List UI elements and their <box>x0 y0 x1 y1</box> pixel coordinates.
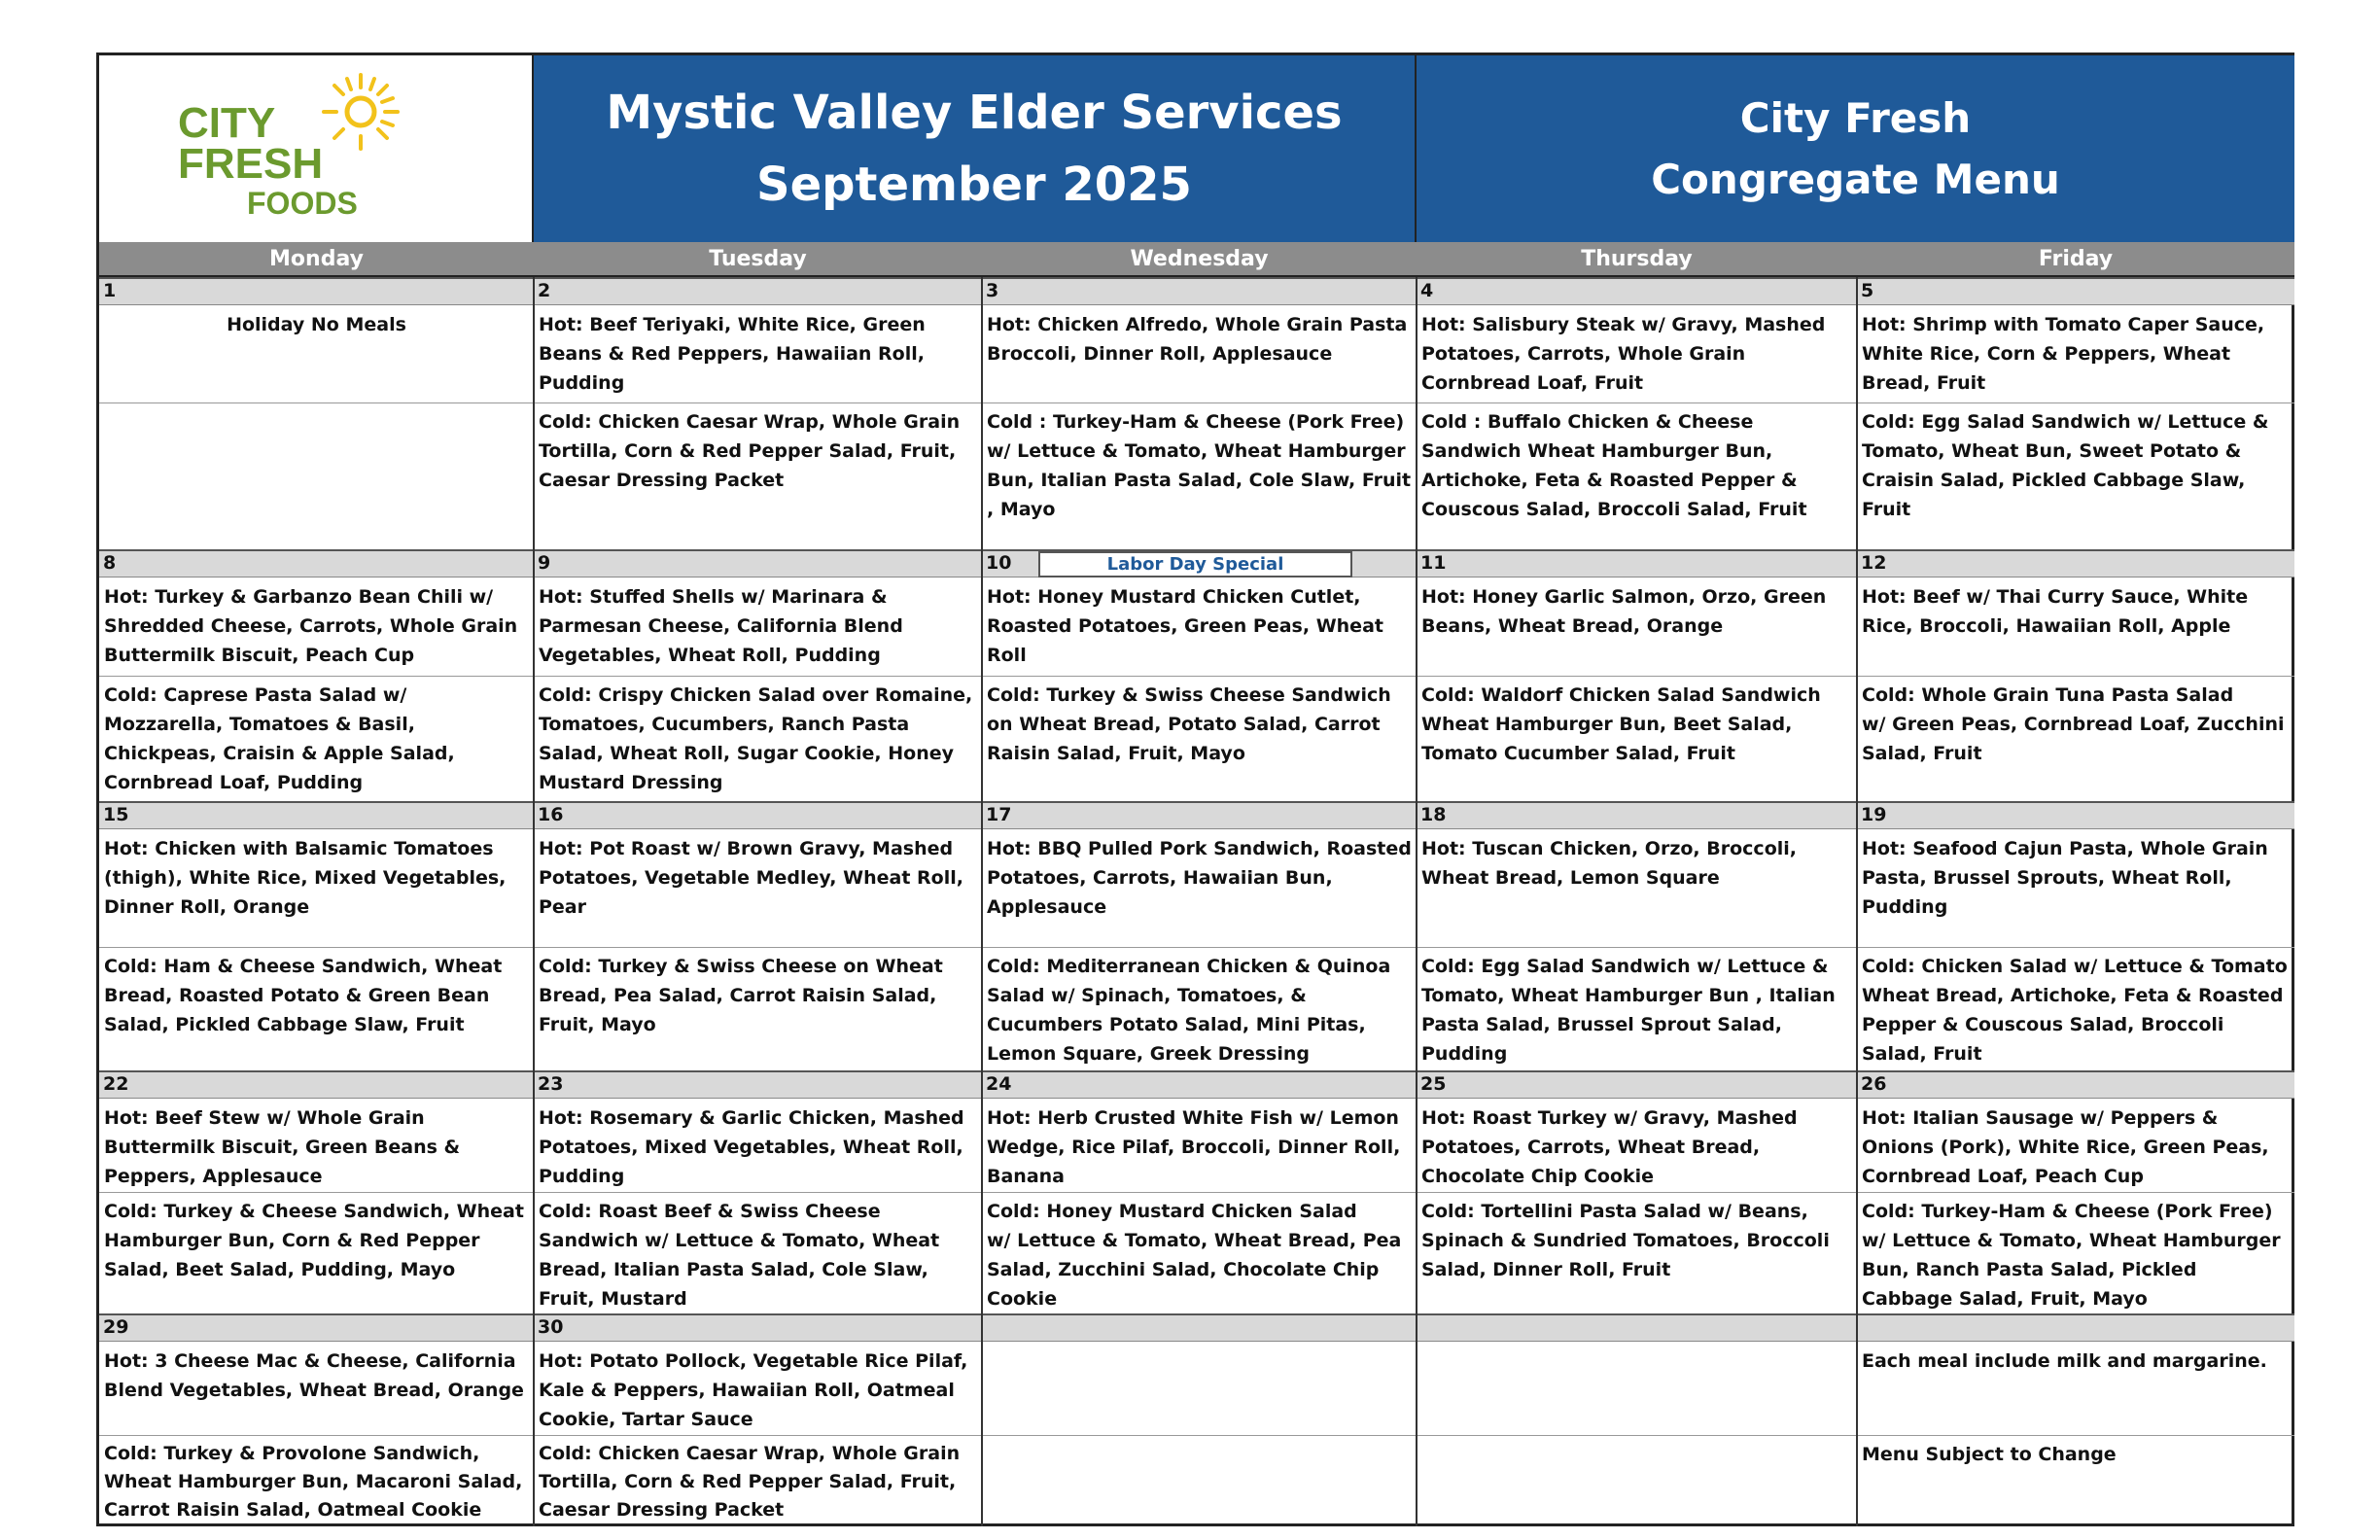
column-divider <box>981 277 983 1526</box>
cold-meal-cell <box>1417 1436 1857 1526</box>
date-number: 2 <box>538 280 551 301</box>
cold-meal-cell: Cold: Honey Mustard Chicken Salad w/ Lettuce & Tomato, Wheat Bread, Pea Salad, Zucchini Salad, Chocolate Chip Cookie <box>987 1201 1402 1310</box>
hot-meal-cell: Hot: Honey Garlic Salmon, Orzo, Green Beans, Wheat Bread, Orange <box>1421 586 1827 637</box>
cold-meal-cell: Cold: Tortellini Pasta Salad w/ Beans, Spinach & Sundried Tomatoes, Broccoli Salad, Dinner Roll, Fruit <box>1421 1201 1830 1280</box>
cold-meal-cell: Cold: Chicken Caesar Wrap, Whole Grain Tortilla, Corn & Red Pepper Salad, Fruit, Caesar Dressing Packet <box>539 411 961 491</box>
cold-meal-cell: Cold: Chicken Salad w/ Lettuce & Tomato Wheat Bread, Artichoke, Feta & Roasted Pepper & Couscous Salad, Broccoli Salad, Fruit <box>1862 956 2288 1065</box>
brand-title: City Fresh <box>1739 94 1972 142</box>
date-number: 11 <box>1420 552 1447 574</box>
hot-meal-cell: Hot: Chicken with Balsamic Tomatoes (thigh), White Rice, Mixed Vegetables, Dinner Roll, Orange <box>104 838 507 918</box>
city-fresh-logo <box>99 55 534 242</box>
day-header-friday: Friday <box>1857 242 2294 277</box>
menu-sheet <box>96 52 2294 1526</box>
hot-meal-cell: Hot: Seafood Cajun Pasta, Whole Grain Pasta, Brussel Sprouts, Wheat Roll, Pudding <box>1862 838 2268 918</box>
day-header-monday: Monday <box>99 242 534 277</box>
header-menu-panel <box>1417 55 2294 242</box>
date-row <box>99 277 2294 305</box>
hot-meal-cell: Hot: Chicken Alfredo, Whole Grain Pasta Broccoli, Dinner Roll, Applesauce <box>987 314 1408 365</box>
labor-day-special-badge: Labor Day Special <box>1038 551 1352 578</box>
cold-meal-cell: Cold: Ham & Cheese Sandwich, Wheat Bread, Roasted Potato & Green Bean Salad, Pickled Cabbage Slaw, Fruit <box>104 956 503 1035</box>
month-title: September 2025 <box>756 158 1192 212</box>
hot-meal-cell: Hot: Italian Sausage w/ Peppers & Onions (Pork), White Rice, Green Peas, Cornbread Loaf, Peach Cup <box>1862 1107 2269 1187</box>
date-number: 22 <box>103 1073 129 1095</box>
cold-meal-cell: Cold: Turkey & Provolone Sandwich, Wheat Hamburger Bun, Macaroni Salad, Carrot Raisin Salad, Oatmeal Cookie <box>104 1443 523 1521</box>
hot-meal-cell: Hot: Rosemary & Garlic Chicken, Mashed Potatoes, Mixed Vegetables, Wheat Roll, Pudding <box>539 1107 964 1187</box>
date-number: 29 <box>103 1316 129 1338</box>
logo-city-text: CITY <box>178 99 276 147</box>
day-header-wednesday: Wednesday <box>982 242 1417 277</box>
column-divider <box>1416 277 1418 1526</box>
date-number: 4 <box>1420 280 1434 301</box>
date-number: 9 <box>538 552 551 574</box>
hot-meal-cell: Hot: Honey Mustard Chicken Cutlet, Roasted Potatoes, Green Peas, Wheat Roll <box>987 586 1383 666</box>
date-number: 15 <box>103 804 129 825</box>
date-number: 24 <box>986 1073 1012 1095</box>
cold-meal-cell: Cold: Waldorf Chicken Salad Sandwich Wheat Hamburger Bun, Beet Salad, Tomato Cucumber Salad, Fruit <box>1421 684 1821 764</box>
column-divider <box>1856 277 1858 1526</box>
date-number: 8 <box>103 552 117 574</box>
hot-meal-cell: Hot: Beef Stew w/ Whole Grain Buttermilk Biscuit, Green Beans & Peppers, Applesauce <box>104 1107 461 1187</box>
cold-meal-cell: Cold: Egg Salad Sandwich w/ Lettuce & Tomato, Wheat Bun, Sweet Potato & Craisin Salad, Pickled Cabbage Slaw, Fruit <box>1862 411 2269 520</box>
cold-meal-cell: Cold: Roast Beef & Swiss Cheese Sandwich w/ Lettuce & Tomato, Wheat Bread, Italian Pasta Salad, Cole Slaw, Fruit, Mustard <box>539 1201 940 1310</box>
hot-meal-cell <box>1417 1343 1857 1434</box>
date-number: 17 <box>986 804 1012 825</box>
date-number: 1 <box>103 280 117 301</box>
date-number: 3 <box>986 280 999 301</box>
date-number: 18 <box>1420 804 1447 825</box>
date-number: 23 <box>538 1073 564 1095</box>
logo-foods-text: FOODS <box>247 186 358 221</box>
milk-note: Each meal include milk and margarine. <box>1862 1350 2267 1372</box>
date-number: 12 <box>1861 552 1887 574</box>
date-number: 25 <box>1420 1073 1447 1095</box>
hot-meal-cell: Hot: Tuscan Chicken, Orzo, Broccoli, Wheat Bread, Lemon Square <box>1421 838 1797 889</box>
hot-meal-cell: Hot: BBQ Pulled Pork Sandwich, Roasted Potatoes, Carrots, Hawaiian Bun, Applesauce <box>987 838 1412 918</box>
hot-meal-cell: Hot: Potato Pollock, Vegetable Rice Pilaf, Kale & Peppers, Hawaiian Roll, Oatmeal Cookie, Tartar Sauce <box>539 1350 968 1430</box>
organization-title: Mystic Valley Elder Services <box>606 86 1343 140</box>
cold-meal-cell: Cold: Egg Salad Sandwich w/ Lettuce & Tomato, Wheat Hamburger Bun , Italian Pasta Salad, Brussel Sprout Salad, Pudding <box>1421 956 1836 1065</box>
cold-meal-cell: Cold: Turkey & Swiss Cheese Sandwich on Wheat Bread, Potato Salad, Carrot Raisin Salad, Fruit, Mayo <box>987 684 1391 764</box>
date-number: 30 <box>538 1316 564 1338</box>
hot-meal-cell: Hot: Beef Teriyaki, White Rice, Green Beans & Red Peppers, Hawaiian Roll, Pudding <box>539 314 926 394</box>
date-number: 19 <box>1861 804 1887 825</box>
hot-meal-cell: Holiday No Meals <box>227 314 406 335</box>
cold-meal-cell: Cold: Turkey-Ham & Cheese (Pork Free) w/ Lettuce & Tomato, Wheat Hamburger Bun, Ranch Pasta Salad, Pickled Cabbage Salad, Fruit, Mayo <box>1862 1201 2281 1310</box>
cold-meal-cell: Cold : Buffalo Chicken & Cheese Sandwich Wheat Hamburger Bun, Artichoke, Feta & Roasted Pepper & Couscous Salad, Broccoli Salad, Fruit <box>1421 411 1807 520</box>
hot-meal-cell: Hot: Salisbury Steak w/ Gravy, Mashed Potatoes, Carrots, Whole Grain Cornbread Loaf, Fruit <box>1421 314 1826 394</box>
logo-fresh-text: FRESH <box>178 140 324 188</box>
column-divider <box>533 277 535 1526</box>
hot-meal-cell: Hot: Turkey & Garbanzo Bean Chili w/ Shredded Cheese, Carrots, Whole Grain Buttermilk Biscuit, Peach Cup <box>104 586 518 666</box>
cold-meal-cell: Cold : Turkey-Ham & Cheese (Pork Free) w/ Lettuce & Tomato, Wheat Hamburger Bun, Italian Pasta Salad, Cole Slaw, Fruit , Mayo <box>987 411 1412 520</box>
date-number: 10 <box>986 552 1012 574</box>
date-number: 5 <box>1861 280 1874 301</box>
hot-meal-cell: Hot: Beef w/ Thai Curry Sauce, White Rice, Broccoli, Hawaiian Roll, Apple <box>1862 586 2249 637</box>
cold-meal-cell: Cold: Chicken Caesar Wrap, Whole Grain Tortilla, Corn & Red Pepper Salad, Fruit, Caesar Dressing Packet <box>539 1443 961 1521</box>
cold-meal-cell: Cold: Caprese Pasta Salad w/ Mozzarella, Tomatoes & Basil, Chickpeas, Craisin & Apple Salad, Cornbread Loaf, Pudding <box>104 684 455 793</box>
cold-meal-cell: Cold: Crispy Chicken Salad over Romaine, Tomatoes, Cucumbers, Ranch Pasta Salad, Wheat Roll, Sugar Cookie, Honey Mustard Dressing <box>539 684 973 793</box>
cold-meal-cell: Cold: Turkey & Cheese Sandwich, Wheat Hamburger Bun, Corn & Red Pepper Salad, Beet Salad, Pudding, Mayo <box>104 1201 524 1280</box>
menu-type-title: Congregate Menu <box>1651 156 2060 203</box>
hot-meal-cell: Hot: Pot Roast w/ Brown Gravy, Mashed Potatoes, Vegetable Medley, Wheat Roll, Pear <box>539 838 963 918</box>
day-header-thursday: Thursday <box>1417 242 1857 277</box>
day-header-tuesday: Tuesday <box>534 242 982 277</box>
header-title-panel <box>534 55 1417 242</box>
hot-meal-cell: Hot: Roast Turkey w/ Gravy, Mashed Potatoes, Carrots, Wheat Bread, Chocolate Chip Cookie <box>1421 1107 1798 1187</box>
hot-meal-cell: Hot: Shrimp with Tomato Caper Sauce, White Rice, Corn & Peppers, Wheat Bread, Fruit <box>1862 314 2265 394</box>
hot-meal-cell: Hot: Stuffed Shells w/ Marinara & Parmesan Cheese, California Blend Vegetables, Wheat Roll, Pudding <box>539 586 903 666</box>
cold-meal-cell: Cold: Mediterranean Chicken & Quinoa Salad w/ Spinach, Tomatoes, & Cucumbers Potato Salad, Mini Pitas, Lemon Square, Greek Dressing <box>987 956 1391 1065</box>
cold-meal-cell <box>982 1436 1417 1526</box>
hot-meal-cell: Hot: 3 Cheese Mac & Cheese, California Blend Vegetables, Wheat Bread, Orange <box>104 1350 524 1401</box>
logo-panel <box>99 55 534 242</box>
menu-change-note: Menu Subject to Change <box>1862 1444 2117 1465</box>
date-number: 26 <box>1861 1073 1887 1095</box>
cold-meal-cell: Cold: Whole Grain Tuna Pasta Salad w/ Green Peas, Cornbread Loaf, Zucchini Salad, Fruit <box>1862 684 2285 764</box>
cold-meal-cell <box>99 403 534 544</box>
hot-meal-cell: Hot: Herb Crusted White Fish w/ Lemon Wedge, Rice Pilaf, Broccoli, Dinner Roll, Banana <box>987 1107 1401 1187</box>
cold-meal-cell: Cold: Turkey & Swiss Cheese on Wheat Bread, Pea Salad, Carrot Raisin Salad, Fruit, Mayo <box>539 956 943 1035</box>
date-row <box>99 801 2294 829</box>
hot-meal-cell <box>982 1343 1417 1434</box>
date-number: 16 <box>538 804 564 825</box>
sun-icon <box>324 75 398 149</box>
date-row <box>99 1070 2294 1099</box>
date-row <box>99 1313 2294 1342</box>
